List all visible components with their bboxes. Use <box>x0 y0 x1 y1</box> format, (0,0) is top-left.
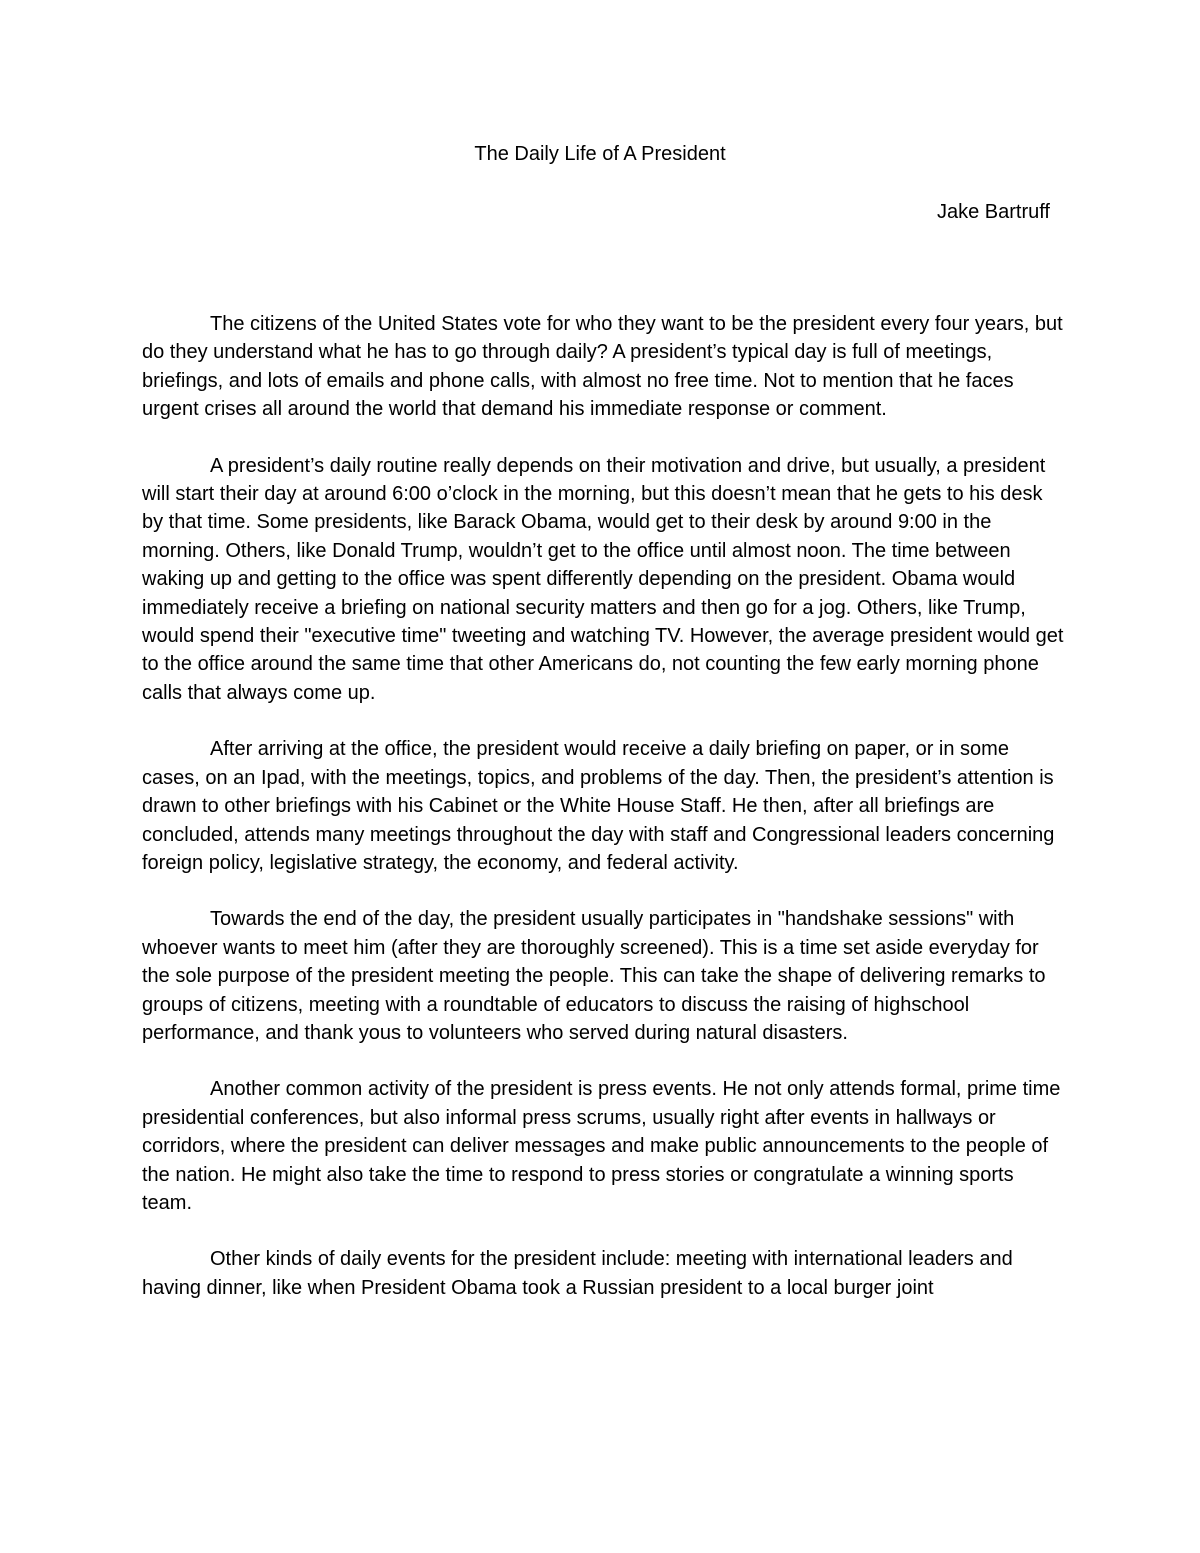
paragraph-4: Towards the end of the day, the president usually participates in "handshake sessions" with whoever wants to meet him (after they are thoroughly screened). This is a time set aside everyday for the sole purpose of the president meeting the people. This can take the shape of delivering remarks to groups of citizens, meeting with a roundtable of educators to discuss the raising of highschool performance, and thank yous to volunteers who served during natural disasters. <box>142 908 1046 1044</box>
document-title: The Daily Life of A President <box>474 143 726 165</box>
paragraph-3: After arriving at the office, the president would receive a daily briefing on paper, or in some cases, on an Ipad, with the meetings, topics, and problems of the day. Then, the president’s attention is drawn to other briefings with his Cabinet or the White House Staff. He then, after all briefings are concluded, attends many meetings throughout the day with staff and Congressional leaders concerning foreign policy, legislative strategy, the economy, and federal activity. <box>142 738 1055 874</box>
paragraph-2: A president’s daily routine really depends on their motivation and drive, but usually, a president will start their day at around 6:00 o’clock in the morning, but this doesn’t mean that he gets to his desk by that time. Some presidents, like Barack Obama, would get to their desk by around 9:00 in the morning. Others, like Donald Trump, wouldn’t get to the office until almost noon. The time between waking up and getting to the office was spent differently depending on the president. Obama would immediately receive a briefing on national security matters and then go for a jog. Others, like Trump, would spend their "executive time" tweeting and watching TV. However, the average president would get to the office around the same time that other Americans do, not counting the few early morning phone calls that always come up. <box>142 454 1064 704</box>
document-author: Jake Bartruff <box>936 201 1050 223</box>
document-body <box>142 310 1064 1302</box>
paragraph-6: Other kinds of daily events for the president include: meeting with international leaders and having dinner, like when President Obama took a Russian president to a local burger joint <box>142 1248 1013 1299</box>
paragraph-5: Another common activity of the president is press events. He not only attends formal, prime time presidential conferences, but also informal press scrums, usually right after events in hallways or corridors, where the president can deliver messages and make public announcements to the people of the nation. He might also take the time to respond to press stories or congratulate a winning sports team. <box>142 1078 1061 1214</box>
paragraph-1: The citizens of the United States vote for who they want to be the president every four years, but do they understand what he has to go through daily? A president’s typical day is full of meetings, briefings, and lots of emails and phone calls, with almost no free time. Not to mention that he faces urgent crises all around the world that demand his immediate response or comment. <box>142 313 1063 421</box>
